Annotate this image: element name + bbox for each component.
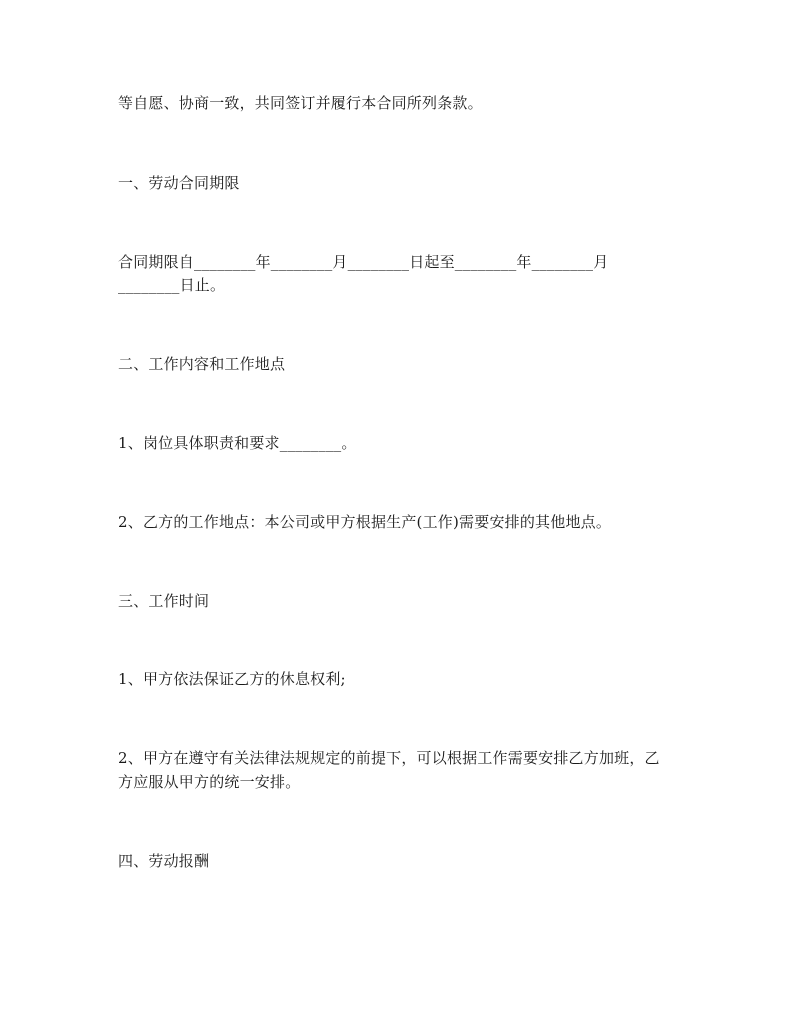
section-heading-remuneration: 四、劳动报酬 [118, 852, 210, 870]
section-heading-work-content: 二、工作内容和工作地点 [118, 355, 286, 373]
section-heading-working-hours: 三、工作时间 [118, 592, 210, 610]
paragraph-rest-rights: 1、甲方依法保证乙方的休息权利; [118, 670, 346, 688]
paragraph-overtime-line-2: 方应服从甲方的统一安排。 [118, 773, 301, 791]
paragraph-work-location: 2、乙方的工作地点：本公司或甲方根据生产(工作)需要安排的其他地点。 [118, 513, 612, 531]
paragraph-contract-term-line-1: 合同期限自________年________月________日起至________年________月 [118, 253, 609, 271]
paragraph-preamble: 等自愿、协商一致，共同签订并履行本合同所列条款。 [118, 94, 483, 112]
paragraph-overtime-line-1: 2、甲方在遵守有关法律法规规定的前提下，可以根据工作需要安排乙方加班，乙 [118, 749, 660, 767]
paragraph-job-duties: 1、岗位具体职责和要求________。 [118, 434, 357, 452]
paragraph-contract-term-line-2: ________日止。 [118, 276, 226, 294]
section-heading-contract-term: 一、劳动合同期限 [118, 174, 240, 192]
